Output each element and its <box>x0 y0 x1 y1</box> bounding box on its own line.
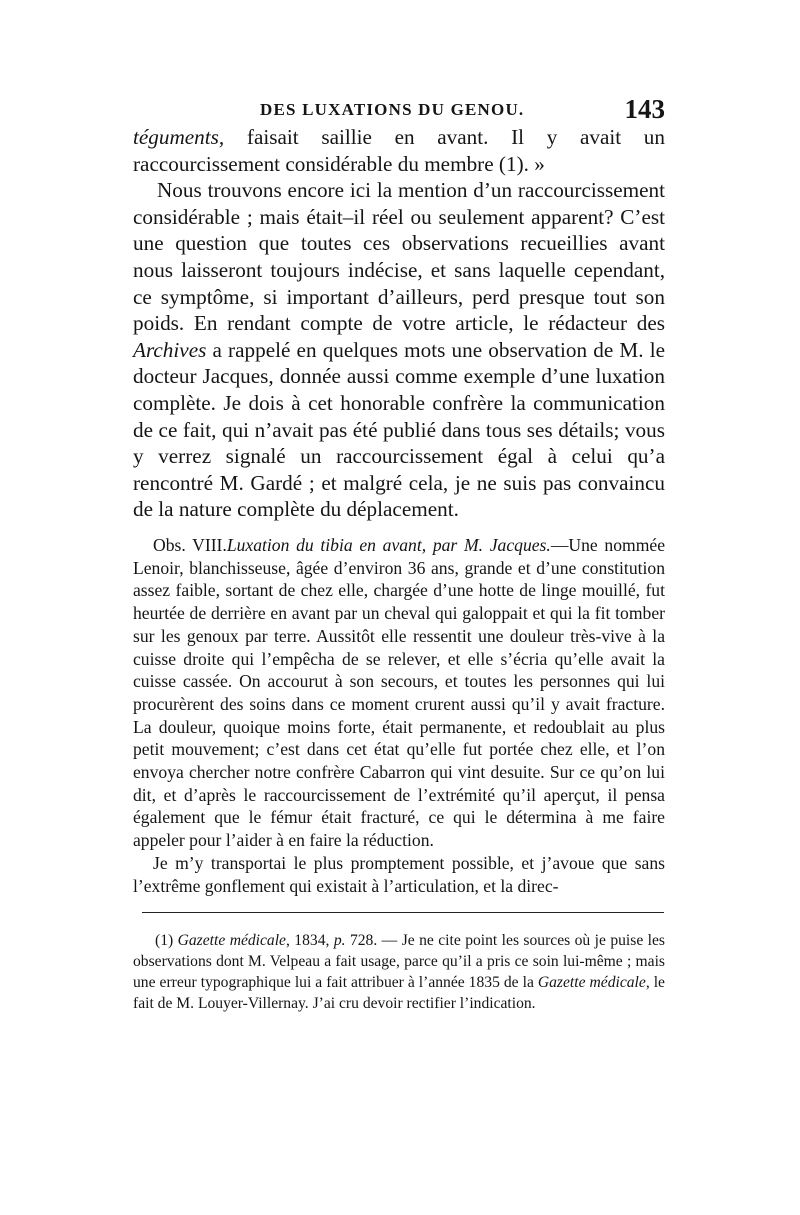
paragraph-text: Nous trouvons encore ici la mention d’un raccourcissement considérable ; mais était–il réel ou seulement apparent? C’est une question que toutes ces observations recueillies avant nous laisseront toujours indécise, et sans laquelle cependant, ce symptôme, si important d’ailleurs, perd presque tout son poids. En rendant compte de votre article, le rédacteur des <box>133 178 665 336</box>
italic-journal: Archives <box>133 337 207 362</box>
observation-text: —Une nommée Lenoir, blanchisseuse, âgée d’environ 36 ans, grande et d’une constitution assez faible, sortant de chez elle, chargée d’une hotte de linge mouillé, fut heurtée de derrière en avant par un cheval qui galoppait et qui la fit tomber sur les genoux par terre. Aussitôt elle ressentit une douleur très-vive à la cuisse droite qui l’empêcha de se relever, et elle s’écria qu’elle avait la cuisse cassée. On accourut à son secours, et toutes les personnes qui lui procurèrent des soins dans ce moment crurent aussi qu’il y avait fracture. La douleur, quoique moins forte, était permanente, et redoublait au plus petit mouvement; c’est dans cet état qu’elle fut portée chez elle, et l’on envoya chercher notre confrère Cabarron qui vint desuite. Sur ce qu’on lui dit, et d’après le raccourcissement de l’extrémité qu’il aperçut, il pensa également que le fémur était fracturé, ce qui le détermina à me faire appeler pour l’aider à en faire la réduction. <box>133 535 666 851</box>
main-text <box>133 124 665 523</box>
paragraph <box>133 177 665 523</box>
footnote-journal: Gazette médicale <box>537 974 646 991</box>
footnote-text: , le fait de M. Louyer-Villernay. J’ai cru devoir rectifier l’indication. <box>133 974 665 1012</box>
footnote-text: , 1834, <box>285 932 334 949</box>
observation-block <box>133 534 665 897</box>
footnote-text: 728. — Je ne cite point les sources où je puise les observations dont M. Velpeau a fait usage, parce qu’il a pris ce soin lui-même ; mais une erreur typographique lui a fait attribuer à l’année 1835 de la <box>133 932 666 991</box>
paragraph-text: a rappelé en quelques mots une observation de M. le docteur Jacques, donnée aussi comme exemple d’une luxation complète. Je dois à cet honorable confrère la communication de ce fait, qui n’avait pas été publié dans tous ses détails; vous y verrez signalé un raccourcissement égal à celui qu’a rencontré M. Gardé ; et malgré cela, je ne suis pas convaincu de la nature complète du déplacement. <box>133 337 665 522</box>
paragraph-text: faisait saillie en avant. Il y avait un raccourcissement considérable du membre (1). » <box>133 125 665 176</box>
italic-word: téguments, <box>133 125 225 149</box>
page-header <box>133 96 665 126</box>
footnote-marker: (1) <box>155 932 174 949</box>
footnote-source: Gazette médicale <box>177 932 286 949</box>
footnote-paragraph <box>133 930 665 1014</box>
footnote-page-abbrev: p. <box>333 932 346 949</box>
observation-title: Luxation du tibia en avant, par M. Jacques. <box>226 535 551 555</box>
page-number: 143 <box>624 94 665 124</box>
observation-paragraph <box>133 534 665 852</box>
footnote <box>133 930 665 1014</box>
running-title: DES LUXATIONS DU GENOU. <box>260 100 525 119</box>
observation-continuation: Je m’y transportai le plus promptement possible, et j’avoue que sans l’extrême gonflement qui existait à l’articulation, et la direc- <box>133 852 665 896</box>
observation-label: Obs. VIII. <box>153 535 227 555</box>
footnote-rule <box>142 912 664 913</box>
paragraph-continued <box>133 124 665 177</box>
